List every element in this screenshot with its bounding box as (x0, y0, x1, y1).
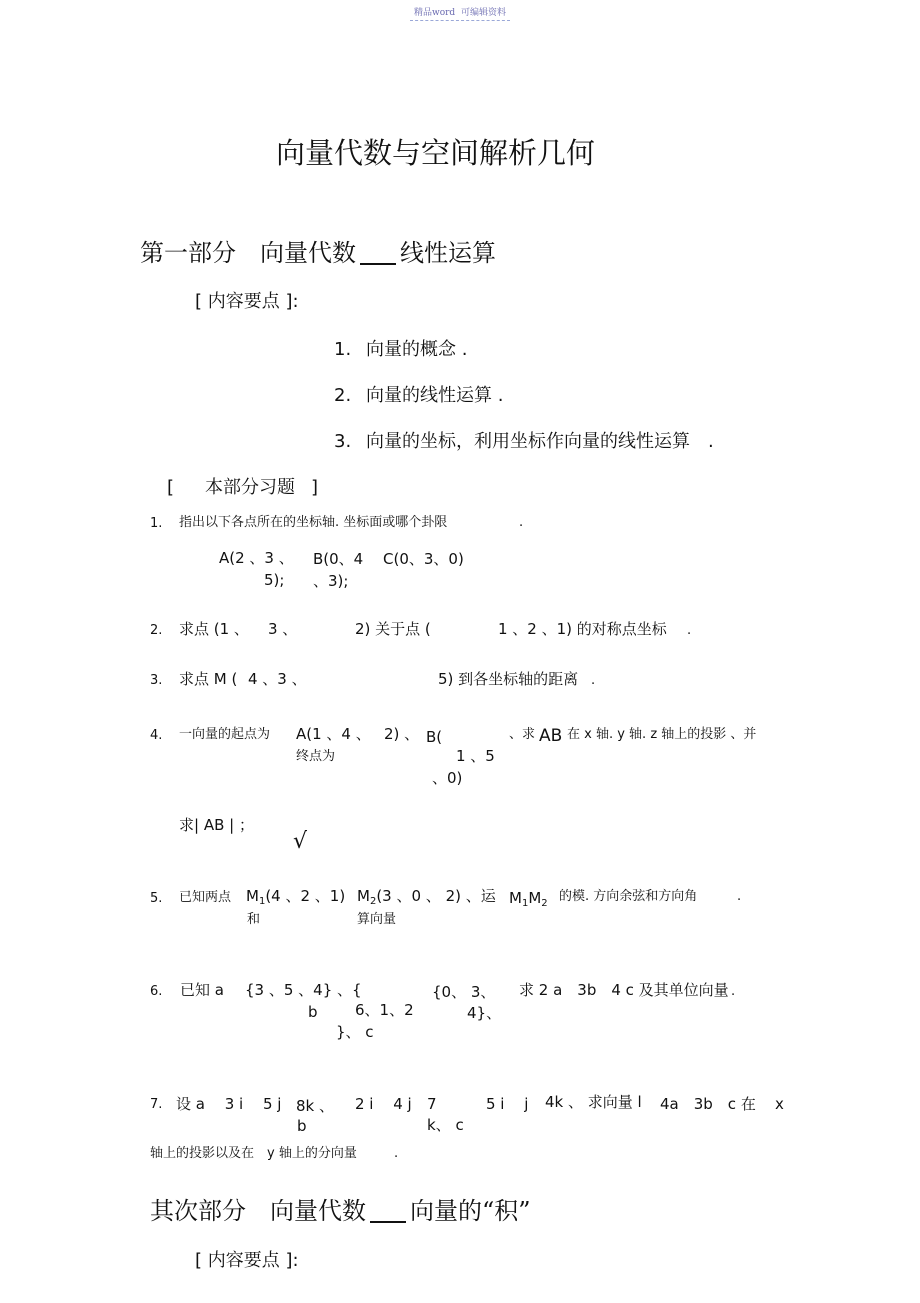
ex1-text: 指出以下各点所在的坐标轴. 坐标面或哪个卦限 (179, 515, 448, 530)
ex1-point-c: C(0、3、0) (383, 550, 464, 568)
ex6-num: 6. (150, 984, 163, 999)
ex5-t2b: 算向量 (357, 912, 397, 927)
ex7-num: 7. (150, 1097, 163, 1112)
ex3-t1: 求点 M ( (179, 670, 238, 688)
page-title: 向量代数与空间解析几何 (276, 136, 596, 170)
ex1-point-b-cont: 、3); (313, 572, 349, 590)
ex5-mm2-letter: M (528, 889, 542, 907)
ex5-m2-letter: M (357, 887, 370, 905)
ex7-t8: x (775, 1095, 784, 1113)
point-1-num: 1. (334, 339, 352, 360)
ex6-t1: 已知 a (180, 981, 224, 999)
ex7-end: . (394, 1146, 399, 1161)
ex4-t2: A(1 、4 、 (296, 725, 371, 743)
ex5-m1-letter: M (246, 887, 259, 905)
ex4-t4c: 、0) (432, 769, 463, 787)
ex5-t1: 已知两点 (179, 890, 232, 905)
ex4-num: 4. (150, 728, 163, 743)
ex2-num: 2. (150, 623, 163, 638)
ex2-t2: 3 、 (268, 620, 298, 638)
ex7-t2: 8k 、 (296, 1097, 334, 1115)
ex7-t6: 4k 、 求向量 l (545, 1093, 642, 1111)
ex6-t2b: b (308, 1003, 318, 1021)
ex5-t3: 的模. 方向余弦和方向角 (559, 889, 698, 904)
ex4-t3: 2) 、 (384, 725, 420, 743)
ex7-t4: 7 (427, 1095, 437, 1113)
ex4-t4b: 1 、5 (456, 747, 495, 765)
ex4-t1: 一向量的起点为 (179, 727, 271, 742)
ex5-m2-sub: 2 (369, 896, 377, 907)
point-2-num: 2. (334, 385, 352, 406)
ex5-m2-coords: (3 、0 、 2) 、运 (376, 887, 496, 905)
ex4-vector-ab: AB (539, 726, 563, 746)
ex5-m1-coords: (4 、2 、1) (265, 887, 346, 905)
ex6-t3: 6、1、2 (355, 1001, 414, 1019)
ex3-num: 3. (150, 673, 163, 688)
ex7-t1: 设 a 3 i 5 j (176, 1095, 282, 1113)
ex7-t7: 4a 3b c 在 (660, 1095, 756, 1113)
point-3-num: 3. (334, 431, 352, 452)
ex5-num: 5. (150, 891, 163, 906)
ex6-t2c: }、 c (336, 1023, 374, 1041)
radical-icon: √ (293, 829, 308, 854)
ex6-t2: {3 、5 、4} 、{ (245, 981, 362, 999)
ex5-mm-sub2: 2 (541, 898, 548, 909)
ex5-t1b: 和 (247, 912, 261, 927)
ex4-t5: 、求 (509, 727, 536, 742)
ex5-m1-sub: 1 (258, 896, 266, 907)
point-2-text: 向量的线性运算 . (366, 385, 504, 406)
part1-points-label: [ 内容要点 ]: (195, 291, 299, 312)
ex5-m1m2 (509, 891, 548, 909)
ex2-t3: 2) 关于点 ( (355, 620, 431, 638)
header-rule (410, 20, 510, 21)
ex2-t4: 1 、2 、1) 的对称点坐标 (498, 620, 667, 638)
ex2-end: . (687, 623, 692, 638)
point-3-text: 向量的坐标，利用坐标作向量的线性运算 . (366, 431, 714, 452)
part2-heading-b: 向量的“积” (410, 1197, 531, 1225)
header-left: 精品word (414, 8, 456, 18)
ex4-t8: 求| AB | ； (179, 816, 254, 834)
exercises-label-close: ] (311, 477, 319, 498)
ex7-t3: 2 i 4 j (355, 1095, 412, 1113)
part1-heading (140, 241, 496, 265)
ex3-end: . (591, 673, 596, 688)
heading-blank-2 (370, 1199, 406, 1223)
ex2-t1: 求点 (1 、 (179, 620, 249, 638)
ex1-point-a-cont: 5); (264, 571, 285, 589)
ex1-point-b: B(0、4 (313, 550, 364, 568)
ex1-num: 1. (150, 516, 163, 531)
exercises-label-text: 本部分习题 (205, 477, 295, 498)
ex4-t4: B( (426, 728, 443, 746)
ex1-point-a: A(2 、3 、 (219, 549, 294, 567)
heading-blank (360, 241, 396, 265)
part2-heading (150, 1199, 531, 1223)
ex5-m1 (246, 889, 345, 907)
ex5-mm-sub1: 1 (521, 898, 529, 909)
ex4-t3b: 终点为 (296, 749, 336, 764)
part2-heading-a: 其次部分 向量代数 (150, 1197, 366, 1225)
ex5-end: . (737, 889, 742, 904)
ex7-line2: 轴上的投影以及在 y 轴上的分向量 (150, 1146, 357, 1161)
ex1-end: . (519, 515, 524, 530)
ex5-mm-letter: M (509, 889, 522, 907)
ex7-t5: 5 i j (486, 1095, 529, 1113)
ex7-t2b: b (297, 1117, 307, 1135)
part2-points-label: [ 内容要点 ]: (195, 1250, 299, 1271)
ex3-t2: 4 、3 、 (248, 670, 307, 688)
part1-heading-a: 第一部分 向量代数 (140, 239, 356, 267)
header-right: 可编辑资料 (461, 8, 507, 18)
ex6-t4b: 4}、 (467, 1004, 502, 1022)
ex3-t3: 5) 到各坐标轴的距离 (438, 670, 579, 688)
ex6-t4: {0、 3、 (432, 983, 496, 1001)
ex4-t7: 在 x 轴. y 轴. z 轴上的投影 、并 (567, 727, 757, 742)
ex6-t5: 求 2 a 3b 4 c 及其单位向量 (519, 981, 729, 999)
part1-heading-b: 线性运算 (400, 239, 496, 267)
exercises-label-open: [ (167, 477, 175, 498)
ex6-end: . (731, 984, 736, 999)
ex7-t4b: k、 c (427, 1116, 464, 1134)
point-1-text: 向量的概念 . (366, 339, 468, 360)
ex5-m2 (357, 889, 496, 907)
